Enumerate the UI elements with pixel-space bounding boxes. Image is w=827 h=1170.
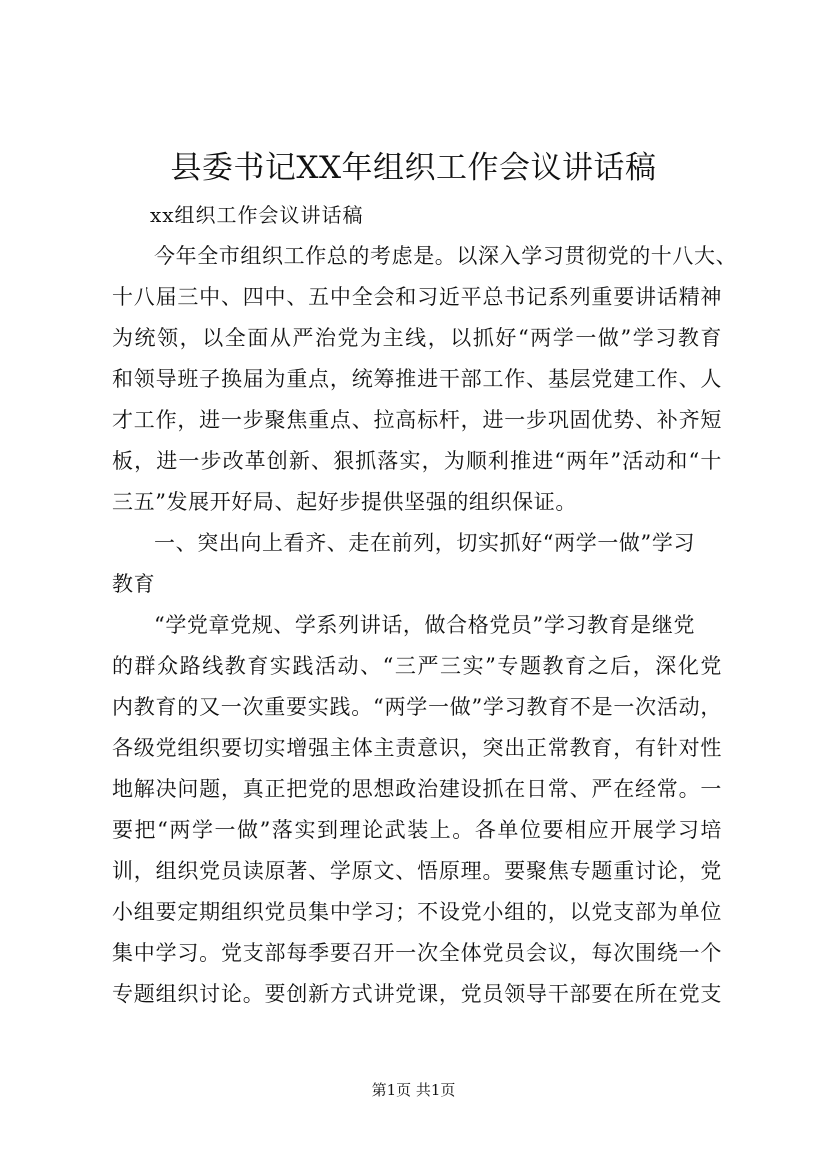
body-line: 内教育的又一次重要实践。“两学一做”学习教育不是一次活动，	[112, 695, 722, 719]
page-number-footer: 第1页 共1页	[371, 1081, 456, 1099]
body-line: “学党章党规、学系列讲话，做合格党员”学习教育是继党	[154, 613, 696, 637]
document-title: 县委书记XX年组织工作会议讲话稿	[170, 150, 657, 186]
body-line: 训，组织党员读原著、学原文、悟原理。要聚焦专题重讨论，党	[112, 859, 722, 883]
body-line: 三五”发展开好局、起好步提供坚强的组织保证。	[112, 490, 577, 514]
body-line: 的群众路线教育实践活动、“三严三实”专题教育之后，深化党	[112, 654, 722, 678]
document-body	[112, 236, 738, 1015]
body-line: 才工作，进一步聚焦重点、拉高标杆，进一步巩固优势、补齐短	[112, 408, 722, 432]
body-line: 小组要定期组织党员集中学习；不设党小组的，以党支部为单位	[112, 900, 722, 924]
body-line: 各级党组织要切实增强主体主责意识，突出正常教育，有针对性	[112, 736, 722, 760]
section-heading-continued: 教育	[112, 572, 156, 596]
body-line: 板，进一步改革创新、狠抓落实，为顺利推进“两年”活动和“十	[112, 449, 722, 473]
body-line: 今年全市组织工作总的考虑是。以深入学习贯彻党的十八大、	[154, 244, 738, 268]
body-line: 和领导班子换届为重点，统筹推进干部工作、基层党建工作、人	[112, 367, 722, 391]
document-subtitle: xx组织工作会议讲话稿	[150, 203, 364, 227]
body-line: 为统领，以全面从严治党为主线，以抓好“两学一做”学习教育	[112, 326, 722, 350]
body-line: 专题组织讨论。要创新方式讲党课，党员领导干部要在所在党支	[112, 982, 722, 1006]
body-line: 地解决问题，真正把党的思想政治建设抓在日常、严在经常。一	[112, 777, 722, 801]
section-heading: 一、突出向上看齐、走在前列，切实抓好“两学一做”学习	[154, 531, 696, 555]
body-line: 十八届三中、四中、五中全会和习近平总书记系列重要讲话精神	[112, 285, 722, 309]
body-line: 要把“两学一做”落实到理论武装上。各单位要相应开展学习培	[112, 818, 722, 842]
body-line: 集中学习。党支部每季要召开一次全体党员会议，每次围绕一个	[112, 941, 722, 965]
